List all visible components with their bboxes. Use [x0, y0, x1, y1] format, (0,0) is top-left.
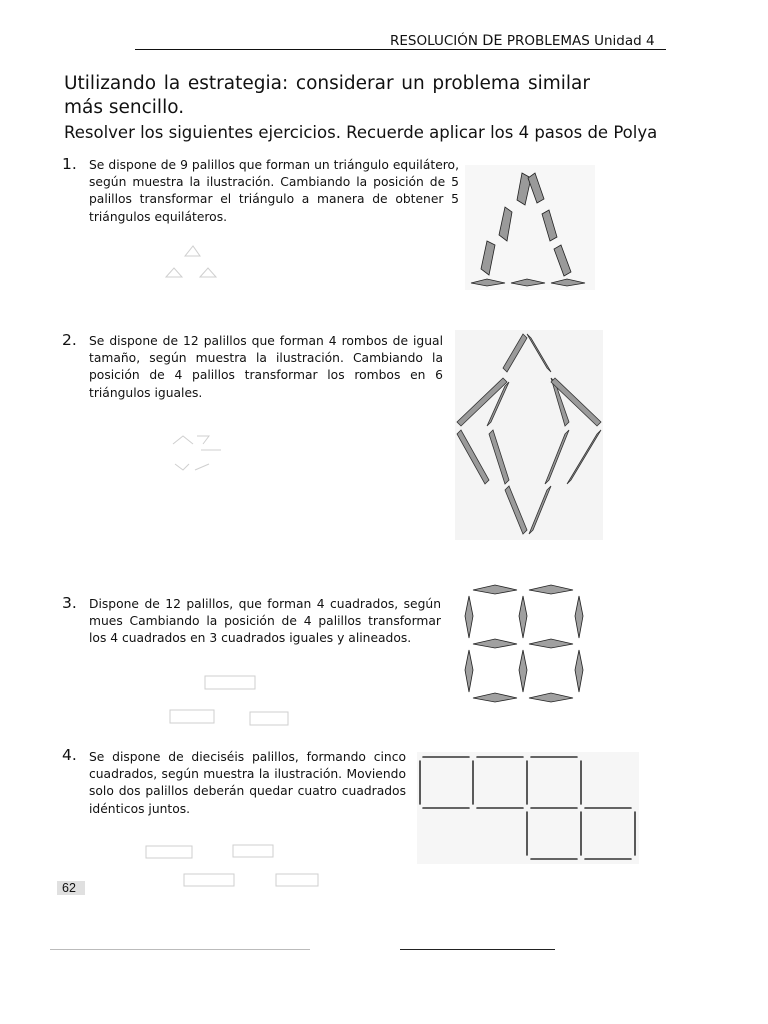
rhombus-matchsticks-figure: [455, 330, 603, 540]
problem-1-text: Se dispone de 9 palillos que forman un triángulo equilátero, según muestra la ilustración. Cambiando la posición de 5 palillos transformar el triángulo a manera de obtener 5 triángulos equiláteros.: [89, 158, 459, 224]
problem-2-faint-sketch: [165, 430, 230, 480]
instruction-text: Resolver los siguientes ejercicios. Recuerde aplicar los 4 pasos de Polya: [64, 123, 658, 142]
header-unit: Unidad 4: [594, 33, 655, 49]
strategy-heading: Utilizando la estrategia: considerar un problema similar más sencillo.: [64, 73, 590, 118]
problem-4-text: Se dispone de dieciséis palillos, formando cinco cuadrados, según muestra la ilustración. Moviendo solo dos palillos deberán quedar cuatro cuadrados idénticos juntos.: [89, 750, 406, 816]
triangle-matchsticks-figure: [465, 165, 595, 290]
problem-4-number: 4.: [62, 746, 77, 764]
header-rule: [135, 49, 666, 50]
page-number: 62: [57, 881, 85, 895]
problem-1-faint-sketch: [160, 240, 230, 285]
problem-3-number: 3.: [62, 594, 77, 612]
problem-2-number: 2.: [62, 331, 77, 349]
header-title: [390, 33, 655, 49]
five-squares-matchsticks-figure: [417, 752, 639, 864]
problem-1-number: 1.: [62, 155, 77, 173]
header-word-problemas: PROBLEMAS: [506, 33, 590, 49]
problem-2-text: Se dispone de 12 palillos que forman 4 rombos de igual tamaño, según muestra la ilustración. Cambiando la posición de 4 palillos transformar los rombos en 6 triángulos iguales.: [89, 334, 443, 400]
squares-matchsticks-figure: [465, 582, 590, 707]
footer-rule-right: [400, 949, 555, 950]
problem-3-faint-sketch: [165, 670, 295, 730]
header-word-resolucion: RESOLUCIÓN: [390, 33, 478, 49]
problem-3-text: Dispone de 12 palillos, que forman 4 cuadrados, según mues Cambiando la posición de 4 palillos transformar los 4 cuadrados en 3 cuadrados iguales y alineados.: [89, 597, 441, 646]
footer-rule-left: [50, 949, 310, 950]
header-word-de: DE: [482, 33, 503, 49]
problem-4-faint-sketch: [140, 840, 330, 895]
